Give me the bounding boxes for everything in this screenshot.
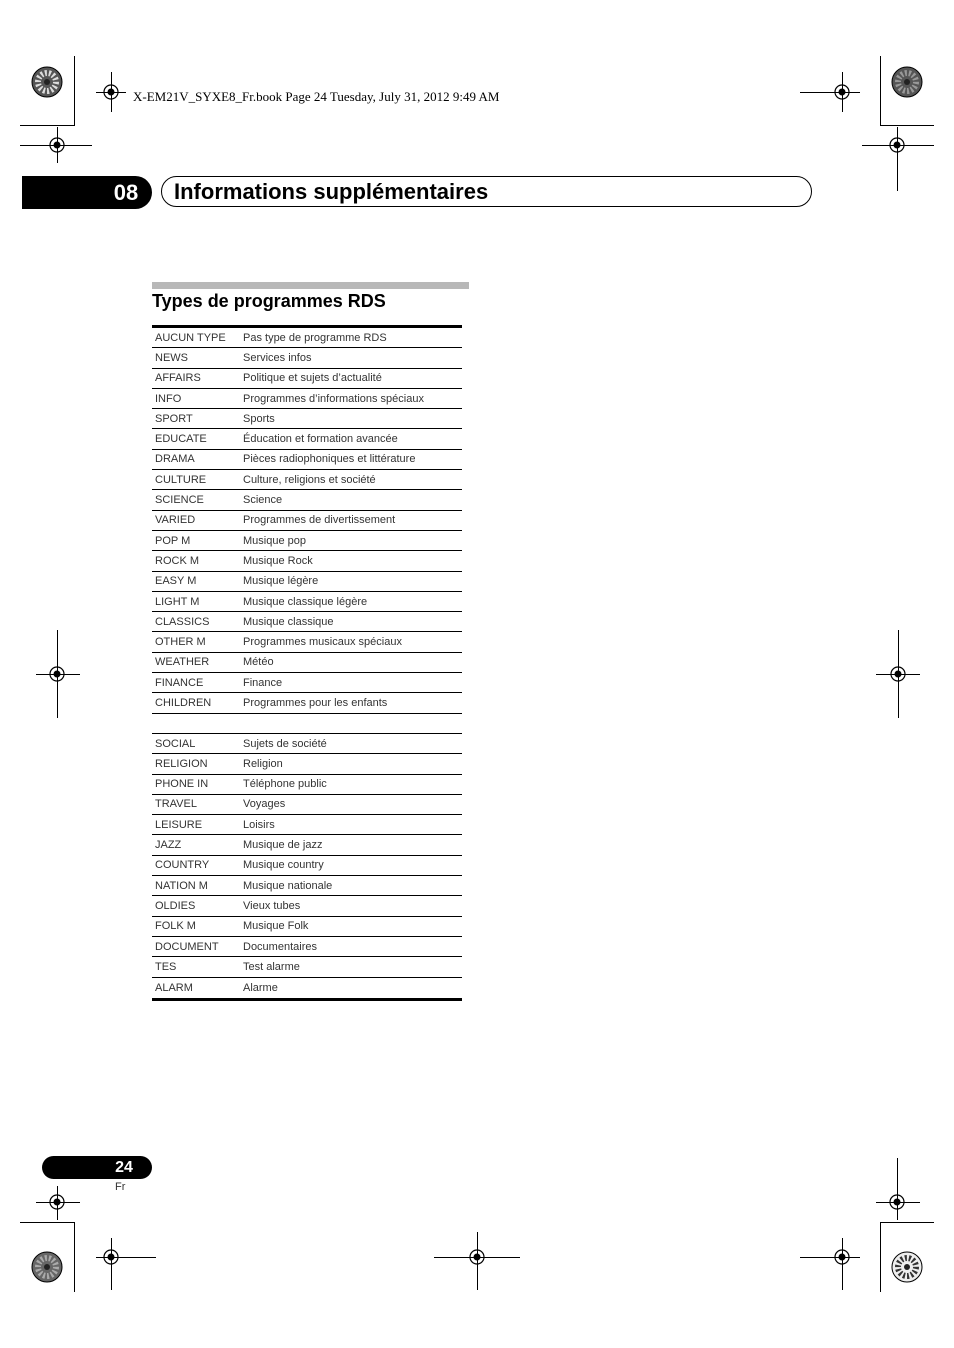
table-row <box>152 328 462 348</box>
rds-description: Musique country <box>243 859 324 872</box>
registration-mark-icon <box>45 133 69 157</box>
registration-mark-icon <box>99 80 123 104</box>
chapter-number: 08 <box>113 180 139 205</box>
table-row <box>152 876 462 896</box>
rds-description: Documentaires <box>243 940 317 953</box>
section-title: Types de programmes RDS <box>152 291 386 311</box>
page-number: 24 <box>115 1159 133 1176</box>
registration-mark-icon <box>45 662 69 686</box>
rds-code: CHILDREN <box>155 696 212 709</box>
rds-description: Sujets de société <box>243 737 327 750</box>
rds-description: Politique et sujets d’actualité <box>243 372 382 385</box>
table-row <box>152 572 462 592</box>
rds-description: Musique nationale <box>243 879 333 892</box>
rds-code: ALARM <box>155 981 193 994</box>
rds-code: SCIENCE <box>155 494 204 507</box>
registration-mark-icon <box>885 1190 909 1214</box>
star-target-icon <box>30 1250 64 1284</box>
rds-description: Programmes de divertissement <box>243 514 396 527</box>
table-row <box>152 937 462 957</box>
rds-code: CLASSICS <box>155 615 210 628</box>
rds-description: Test alarme <box>243 960 300 973</box>
book-header: X-EM21V_SYXE8_Fr.book Page 24 Tuesday, July 31, 2012 9:49 AM <box>133 89 500 104</box>
registration-mark-icon <box>99 1245 123 1269</box>
rds-code: OTHER M <box>155 636 206 649</box>
rds-code: FOLK M <box>155 920 196 933</box>
table-row <box>152 714 462 734</box>
rds-code: LIGHT M <box>155 595 200 608</box>
rds-code: NEWS <box>155 351 188 364</box>
rds-description: Pièces radiophoniques et littérature <box>243 453 416 466</box>
rds-description: Musique classique légère <box>243 595 368 608</box>
table-row <box>152 470 462 490</box>
rds-code: AFFAIRS <box>155 372 201 385</box>
table-row <box>152 653 462 673</box>
rds-code: TES <box>155 960 177 973</box>
rds-code: SOCIAL <box>155 737 196 750</box>
rds-description: Religion <box>243 757 283 770</box>
rds-description: Musique Folk <box>243 920 309 933</box>
rds-description: Éducation et formation avancée <box>243 433 398 446</box>
star-target-icon <box>30 65 64 99</box>
table-row <box>152 754 462 774</box>
table-row <box>152 389 462 409</box>
table-row <box>152 896 462 916</box>
rds-code: SPORT <box>155 412 193 425</box>
rds-code: POP M <box>155 534 191 547</box>
table-row <box>152 673 462 693</box>
rds-description: Musique légère <box>243 575 319 588</box>
registration-mark-icon <box>830 1245 854 1269</box>
table-row <box>152 369 462 389</box>
rds-code: LEISURE <box>155 818 203 831</box>
rds-code: EDUCATE <box>155 433 207 446</box>
rds-description: Services infos <box>243 351 312 364</box>
rds-description: Météo <box>243 656 274 669</box>
rds-description: Pas type de programme RDS <box>243 331 387 344</box>
table-row <box>152 775 462 795</box>
table-row <box>152 734 462 754</box>
table-row <box>152 511 462 531</box>
table-row <box>152 815 462 835</box>
section-bar <box>152 282 469 289</box>
rds-code: COUNTRY <box>155 859 210 872</box>
rds-code: JAZZ <box>155 839 182 852</box>
table-row <box>152 490 462 510</box>
table-row <box>152 957 462 977</box>
rds-code: AUCUN TYPE <box>155 331 226 344</box>
table-row <box>152 409 462 429</box>
rds-description: Culture, religions et société <box>243 473 376 486</box>
table-row <box>152 835 462 855</box>
registration-mark-icon <box>885 133 909 157</box>
rds-table <box>152 325 462 1001</box>
rds-description: Sports <box>243 412 275 425</box>
table-row <box>152 450 462 470</box>
rds-code: FINANCE <box>155 676 204 689</box>
rds-description: Musique classique <box>243 615 334 628</box>
rds-description: Vieux tubes <box>243 899 301 912</box>
rds-code: DOCUMENT <box>155 940 219 953</box>
table-row <box>152 531 462 551</box>
star-target-icon <box>890 1250 924 1284</box>
table-row <box>152 978 462 998</box>
rds-description: Musique de jazz <box>243 839 323 852</box>
rds-code: WEATHER <box>155 656 210 669</box>
rds-description: Programmes pour les enfants <box>243 696 388 709</box>
rds-description: Finance <box>243 676 283 689</box>
registration-mark-icon <box>45 1190 69 1214</box>
rds-description: Science <box>243 494 283 507</box>
rds-code: PHONE IN <box>155 778 209 791</box>
star-target-icon <box>890 65 924 99</box>
table-row <box>152 693 462 713</box>
table-row <box>152 795 462 815</box>
rds-code: CULTURE <box>155 473 207 486</box>
chapter-title: Informations supplémentaires <box>174 179 489 204</box>
registration-mark-icon <box>886 662 910 686</box>
rds-description: Téléphone public <box>243 778 327 791</box>
table-row <box>152 429 462 449</box>
rds-code: NATION M <box>155 879 208 892</box>
rds-code: ROCK M <box>155 554 199 567</box>
table-row <box>152 592 462 612</box>
rds-description: Musique Rock <box>243 554 313 567</box>
table-row <box>152 917 462 937</box>
registration-mark-icon <box>830 80 854 104</box>
table-row <box>152 348 462 368</box>
rds-code: EASY M <box>155 575 197 588</box>
page-language: Fr <box>115 1181 126 1193</box>
rds-code: RELIGION <box>155 757 208 770</box>
rds-code: OLDIES <box>155 899 196 912</box>
registration-mark-icon <box>465 1245 489 1269</box>
rds-description: Programmes d’informations spéciaux <box>243 392 424 405</box>
table-row <box>152 856 462 876</box>
table-row <box>152 551 462 571</box>
rds-code: INFO <box>155 392 182 405</box>
rds-description: Loisirs <box>243 818 275 831</box>
rds-code: VARIED <box>155 514 196 527</box>
rds-description: Alarme <box>243 981 278 994</box>
rds-code: TRAVEL <box>155 798 197 811</box>
rds-description: Musique pop <box>243 534 306 547</box>
rds-description: Voyages <box>243 798 286 811</box>
table-row <box>152 632 462 652</box>
rds-code: DRAMA <box>155 453 195 466</box>
table-row <box>152 612 462 632</box>
rds-description: Programmes musicaux spéciaux <box>243 636 402 649</box>
